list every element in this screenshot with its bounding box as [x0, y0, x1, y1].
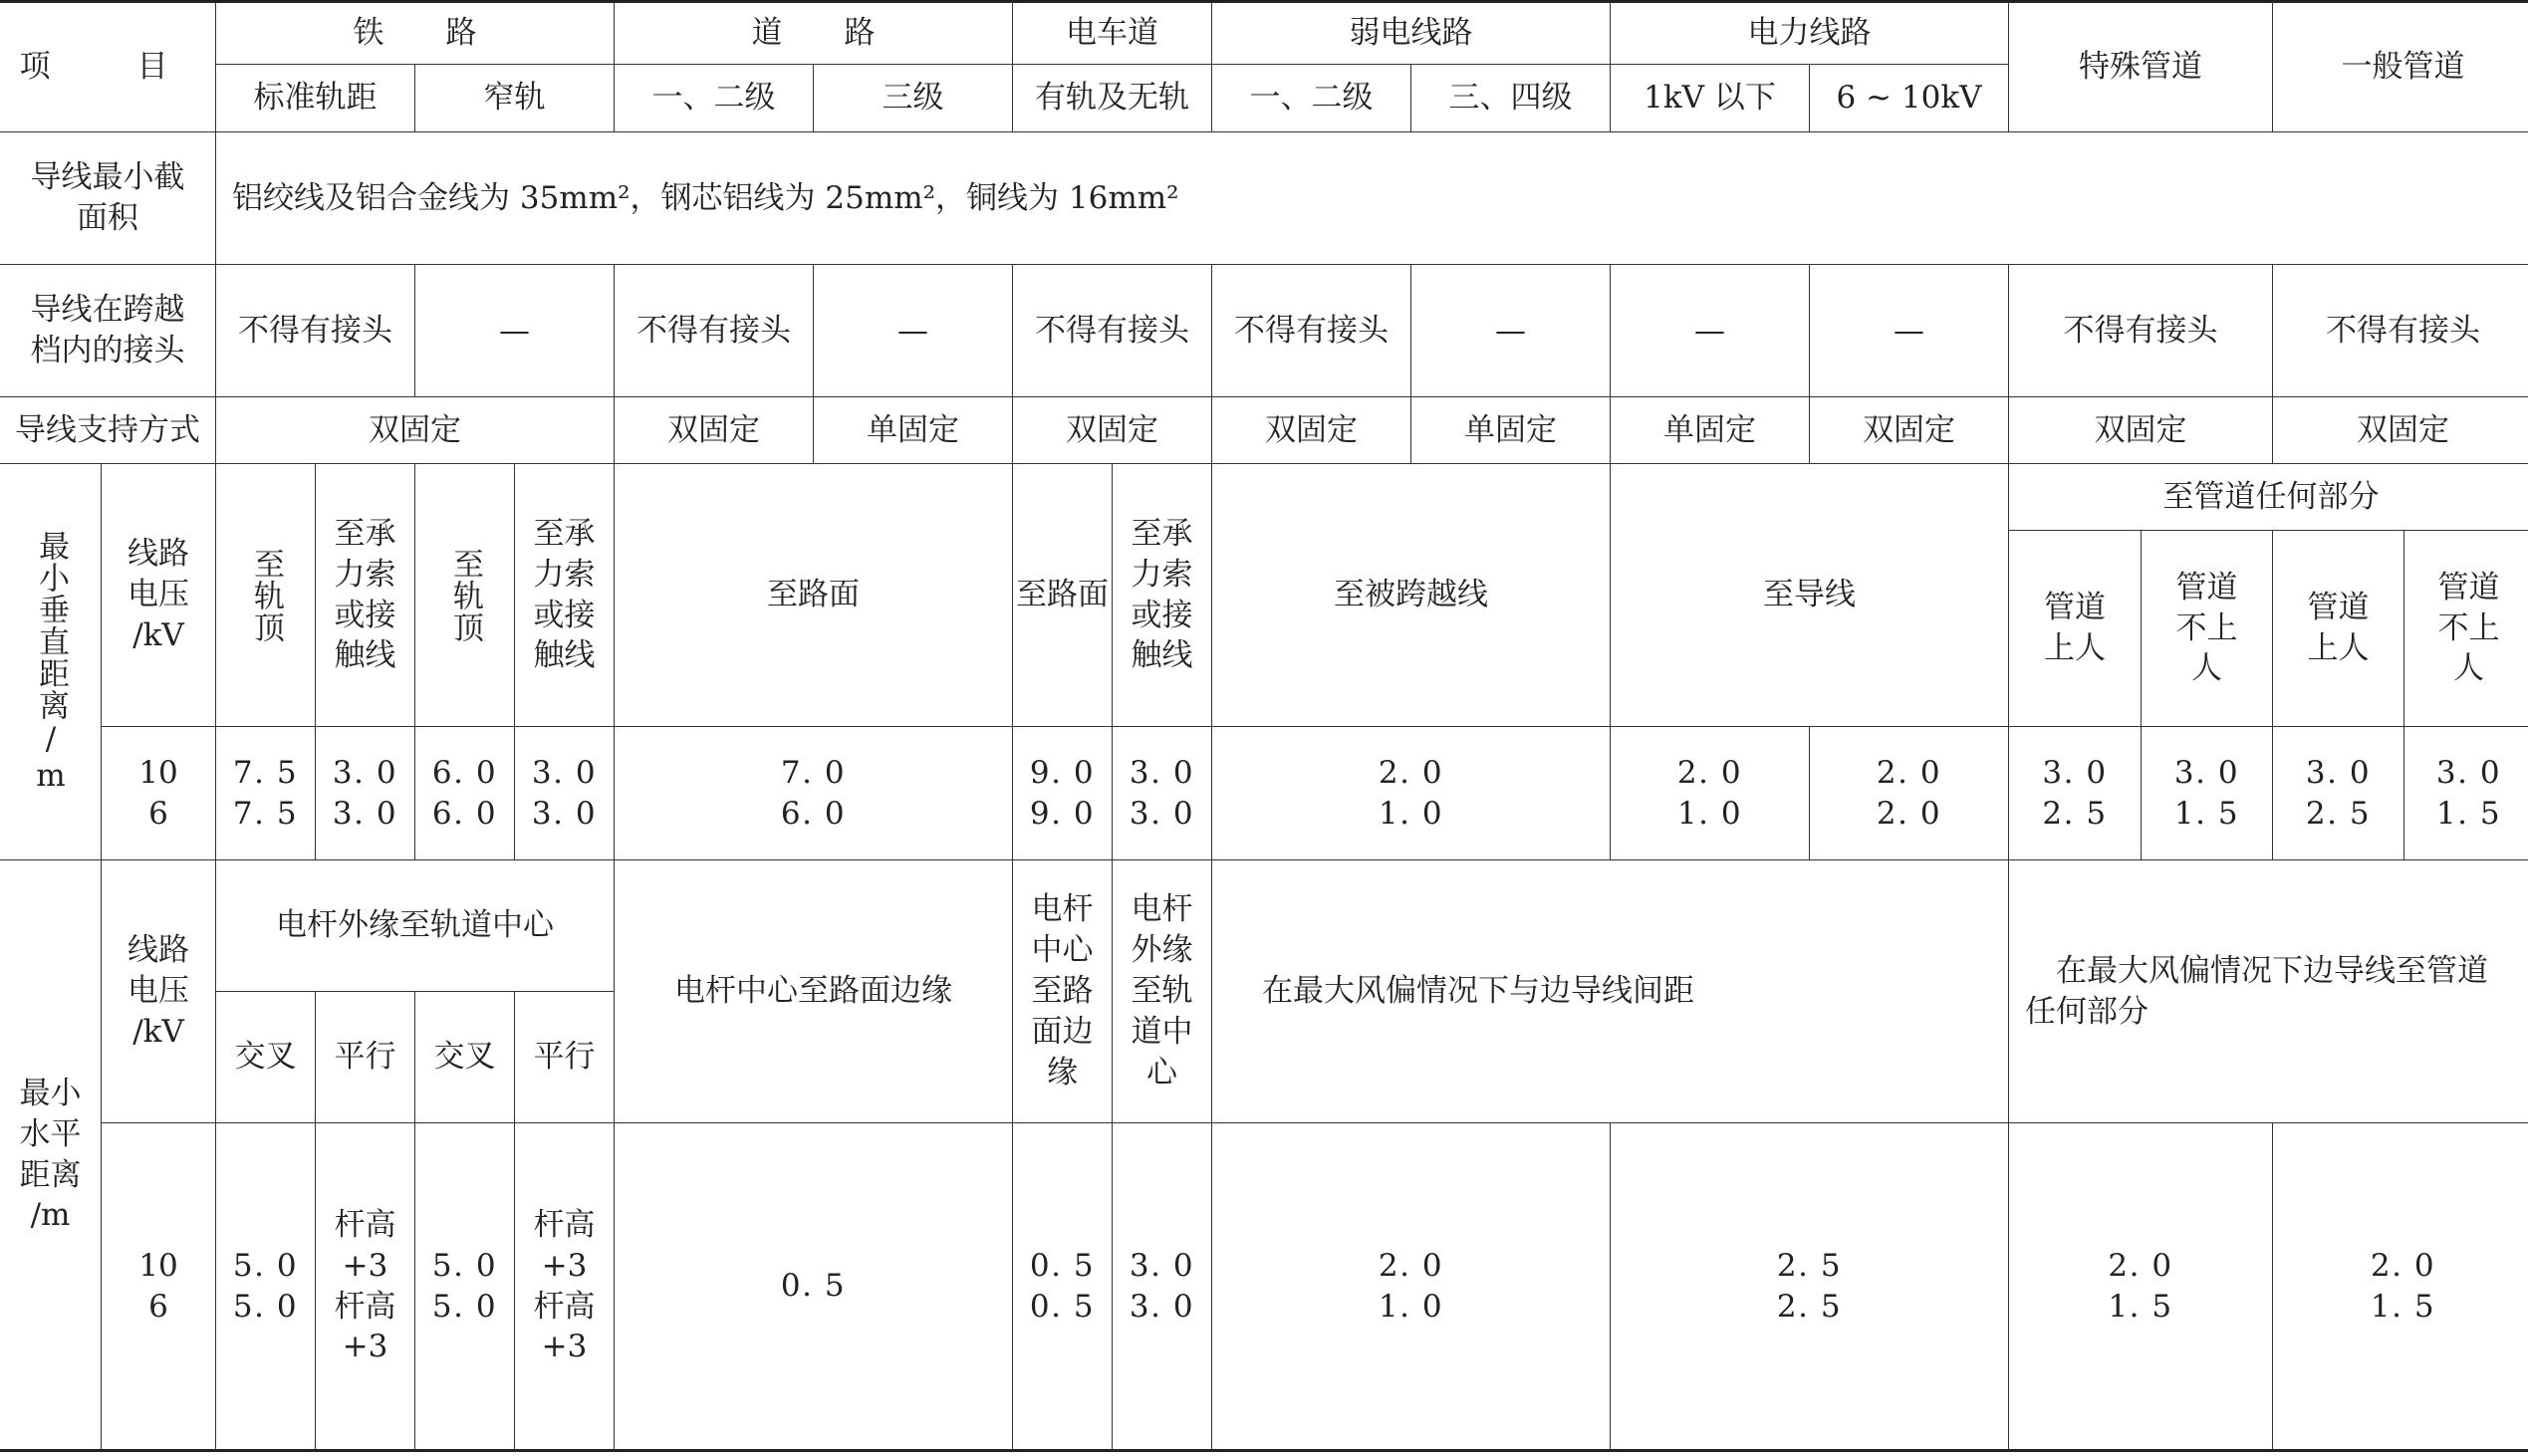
horizontal-tram-pole-center: 电杆 中心 至路 面边 缘: [1013, 860, 1113, 1123]
vertical-voltages: 10 6: [102, 727, 216, 860]
horizontal-pole-to-rail: 电杆外缘至轨道中心: [216, 860, 615, 992]
horizontal-value: 5. 0 5. 0: [415, 1123, 515, 1452]
header-telecom: 弱电线路: [1212, 0, 1611, 65]
vertical-label: 最小垂直距离/m: [0, 464, 102, 860]
joint-value: —: [415, 265, 615, 397]
subheader-telecom-3-4: 三、四级: [1411, 65, 1611, 132]
horizontal-max-wind-line: 在最大风偏情况下与边导线间距: [1212, 860, 2009, 1123]
horizontal-voltages: 10 6: [102, 1123, 216, 1452]
support-value: 双固定: [216, 397, 615, 464]
vertical-value: 6. 0 6. 0: [415, 727, 515, 860]
joint-value: 不得有接头: [615, 265, 814, 397]
support-value: 单固定: [814, 397, 1013, 464]
vertical-value: 2. 0 2. 0: [1810, 727, 2009, 860]
vertical-value: 3. 0 2. 5: [2009, 727, 2142, 860]
horizontal-value: 2. 0 1. 0: [1212, 1123, 1611, 1452]
vertical-to-conductor: 至导线: [1611, 464, 2009, 727]
support-value: 双固定: [1013, 397, 1212, 464]
vertical-to-crossed-line: 至被跨越线: [1212, 464, 1611, 727]
support-value: 双固定: [1810, 397, 2009, 464]
subheader-road-3: 三级: [814, 65, 1013, 132]
joint-value: —: [1411, 265, 1611, 397]
joint-value: 不得有接头: [2009, 265, 2273, 397]
vertical-tram-catenary: 至承 力索 或接 触线: [1113, 464, 1212, 727]
subheader-tram-type: 有轨及无轨: [1013, 65, 1212, 132]
vertical-value: 7. 0 6. 0: [615, 727, 1013, 860]
support-label: 导线支持方式: [0, 397, 216, 464]
min-section-text: 铝绞线及铝合金线为 35mm²，钢芯铝线为 25mm²，铜线为 16mm²: [216, 132, 2528, 265]
vertical-tram-to-road: 至路面: [1013, 464, 1113, 727]
support-value: 单固定: [1611, 397, 1810, 464]
subheader-power-low: 1kV 以下: [1611, 65, 1810, 132]
header-item: 项 目: [0, 0, 216, 132]
horizontal-value: 0. 5 0. 5: [1013, 1123, 1113, 1452]
horizontal-narrow-cross: 交叉: [415, 992, 515, 1123]
horizontal-value: 3. 0 3. 0: [1113, 1123, 1212, 1452]
vertical-special-pipe-no-walk: 管道 不上 人: [2142, 531, 2273, 727]
horizontal-value: 5. 0 5. 0: [216, 1123, 316, 1452]
header-general-pipe: 一般管道: [2273, 0, 2528, 132]
vertical-value: 3. 0 3. 0: [316, 727, 415, 860]
vertical-value: 3. 0 2. 5: [2273, 727, 2404, 860]
horizontal-value: 2. 0 1. 5: [2273, 1123, 2528, 1452]
horizontal-value: 杆高 +3 杆高 +3: [316, 1123, 415, 1452]
vertical-narrow-catenary: 至承 力索 或接 触线: [515, 464, 615, 727]
vertical-to-pipe: 至管道任何部分: [2009, 464, 2528, 531]
support-value: 双固定: [615, 397, 814, 464]
support-value: 双固定: [2273, 397, 2528, 464]
horizontal-label: 最小 水平 距离 /m: [0, 860, 102, 1452]
horizontal-max-wind-pipe: 在最大风偏情况下边导线至管道任何部分: [2009, 860, 2528, 1123]
header-road: 道 路: [615, 0, 1013, 65]
joint-label: 导线在跨越 档内的接头: [0, 265, 216, 397]
subheader-power-high: 6 ~ 10kV: [1810, 65, 2009, 132]
vertical-value: 2. 0 1. 0: [1212, 727, 1611, 860]
header-power: 电力线路: [1611, 0, 2009, 65]
joint-value: 不得有接头: [2273, 265, 2528, 397]
support-value: 双固定: [2009, 397, 2273, 464]
vertical-value: 3. 0 1. 5: [2404, 727, 2528, 860]
joint-value: —: [1611, 265, 1810, 397]
min-section-label: 导线最小截 面积: [0, 132, 216, 265]
horizontal-pole-to-road-edge: 电杆中心至路面边缘: [615, 860, 1013, 1123]
vertical-voltage-label: 线路 电压 /kV: [102, 464, 216, 727]
vertical-to-road: 至路面: [615, 464, 1013, 727]
vertical-narrow-rail-top: 至轨顶: [415, 464, 515, 727]
vertical-value: 7. 5 7. 5: [216, 727, 316, 860]
horizontal-value: 2. 5 2. 5: [1611, 1123, 2009, 1452]
horizontal-value: 0. 5: [615, 1123, 1013, 1452]
vertical-pipe-group: [2009, 464, 2528, 727]
subheader-telecom-1-2: 一、二级: [1212, 65, 1411, 132]
horizontal-std-cross: 交叉: [216, 992, 316, 1123]
joint-value: 不得有接头: [216, 265, 415, 397]
support-value: 单固定: [1411, 397, 1611, 464]
vertical-std-catenary: 至承 力索 或接 触线: [316, 464, 415, 727]
joint-value: —: [814, 265, 1013, 397]
subheader-narrow-gauge: 窄轨: [415, 65, 615, 132]
joint-value: —: [1810, 265, 2009, 397]
vertical-general-pipe-walk: 管道 上人: [2273, 531, 2404, 727]
vertical-general-pipe-no-walk: 管道 不上 人: [2404, 531, 2528, 727]
horizontal-value: 2. 0 1. 5: [2009, 1123, 2273, 1452]
support-value: 双固定: [1212, 397, 1411, 464]
vertical-special-pipe-walk: 管道 上人: [2009, 531, 2142, 727]
vertical-value: 3. 0 3. 0: [515, 727, 615, 860]
horizontal-tram-pole-outer: 电杆 外缘 至轨 道中 心: [1113, 860, 1212, 1123]
horizontal-std-parallel: 平行: [316, 992, 415, 1123]
header-railway: 铁 路: [216, 0, 615, 65]
vertical-value: 3. 0 1. 5: [2142, 727, 2273, 860]
horizontal-narrow-parallel: 平行: [515, 992, 615, 1123]
horizontal-voltage-label: 线路 电压 /kV: [102, 860, 216, 1123]
vertical-value: 9. 0 9. 0: [1013, 727, 1113, 860]
header-special-pipe: 特殊管道: [2009, 0, 2273, 132]
joint-value: 不得有接头: [1013, 265, 1212, 397]
subheader-road-1-2: 一、二级: [615, 65, 814, 132]
header-tram: 电车道: [1013, 0, 1212, 65]
vertical-std-rail-top: 至轨顶: [216, 464, 316, 727]
vertical-value: 3. 0 3. 0: [1113, 727, 1212, 860]
subheader-std-gauge: 标准轨距: [216, 65, 415, 132]
horizontal-value: 杆高 +3 杆高 +3: [515, 1123, 615, 1452]
joint-value: 不得有接头: [1212, 265, 1411, 397]
horizontal-pole-to-rail-group: [216, 860, 615, 1123]
vertical-value: 2. 0 1. 0: [1611, 727, 1810, 860]
